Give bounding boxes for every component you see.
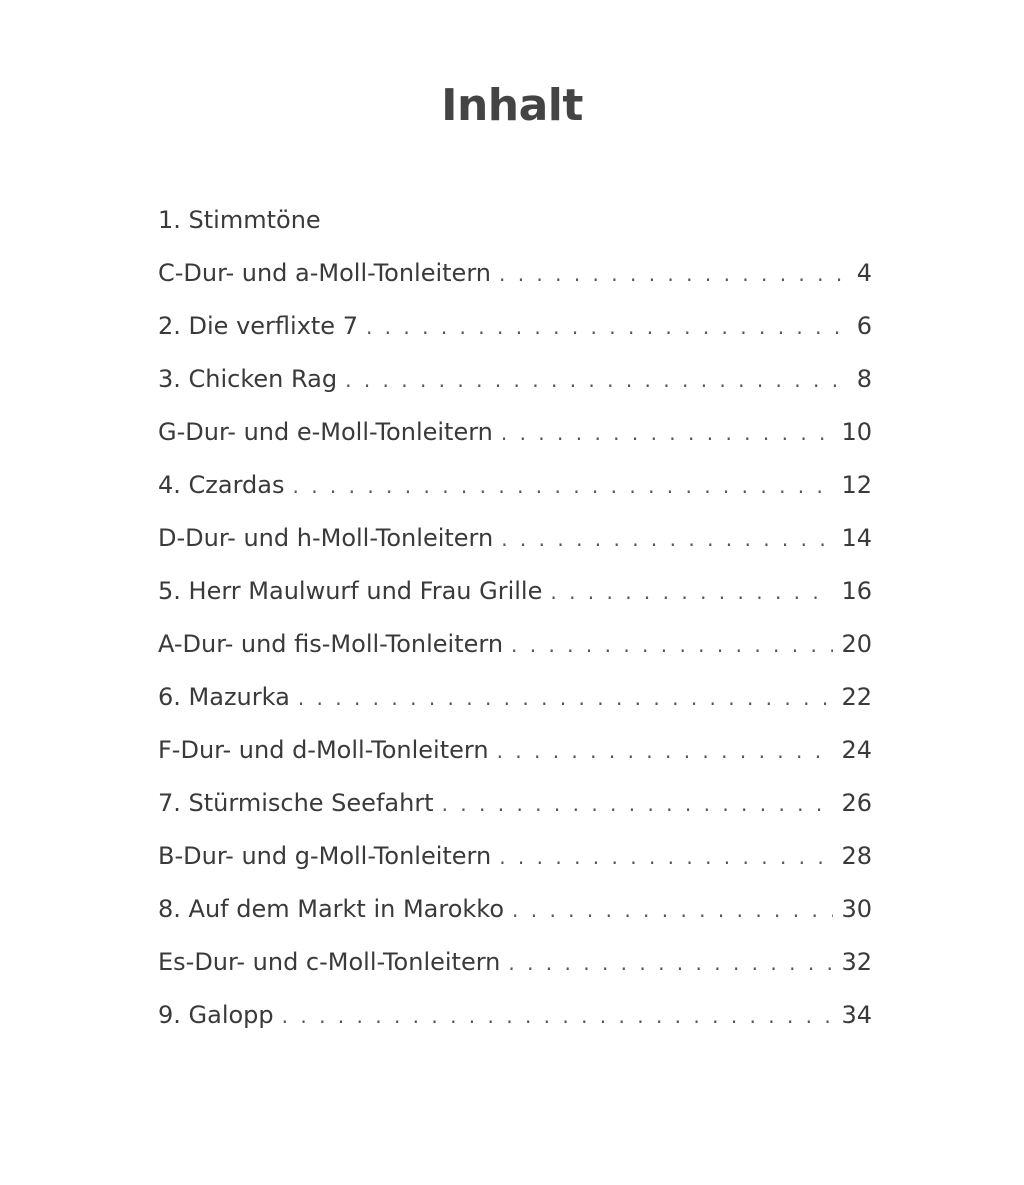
toc-entry-label: 1. Stimmtöne bbox=[158, 206, 321, 234]
page-title: Inhalt bbox=[441, 80, 583, 131]
toc-entry-page: 22 bbox=[841, 683, 872, 711]
toc-entry-label: 3. Chicken Rag bbox=[158, 365, 338, 393]
leader-dots bbox=[550, 566, 833, 619]
toc-entry[interactable] bbox=[158, 353, 872, 406]
toc-entry[interactable] bbox=[158, 777, 872, 830]
toc-entry-label: F-Dur- und d-Moll-Tonleitern bbox=[158, 736, 489, 764]
toc-entry-page: 32 bbox=[841, 948, 872, 976]
toc-entry-page: 12 bbox=[841, 471, 872, 499]
toc-entry-label: Es-Dur- und c-Moll-Tonleitern bbox=[158, 948, 501, 976]
toc-entry[interactable] bbox=[158, 565, 872, 618]
toc-entry[interactable] bbox=[158, 459, 872, 512]
leader-dots bbox=[499, 248, 842, 301]
toc-entry[interactable] bbox=[158, 300, 872, 353]
leader-dots bbox=[501, 407, 834, 460]
toc-entry[interactable] bbox=[158, 618, 872, 671]
leader-dots bbox=[292, 460, 833, 513]
leader-dots bbox=[282, 990, 834, 1043]
table-of-contents bbox=[158, 194, 872, 1042]
toc-entry-page: 4 bbox=[856, 259, 872, 287]
toc-entry-page: 24 bbox=[841, 736, 872, 764]
toc-entry[interactable] bbox=[158, 194, 872, 247]
toc-entry-page: 20 bbox=[841, 630, 872, 658]
toc-entry-label: 9. Galopp bbox=[158, 1001, 274, 1029]
toc-entry-page: 28 bbox=[841, 842, 872, 870]
toc-entry-label: D-Dur- und h-Moll-Tonleitern bbox=[158, 524, 494, 552]
toc-entry-page: 16 bbox=[841, 577, 872, 605]
toc-entry-page: 8 bbox=[856, 365, 872, 393]
toc-entry[interactable] bbox=[158, 989, 872, 1042]
toc-entry-label: 7. Stürmische Seefahrt bbox=[158, 789, 434, 817]
leader-dots bbox=[508, 937, 833, 990]
toc-entry-page: 30 bbox=[841, 895, 872, 923]
toc-entry[interactable] bbox=[158, 512, 872, 565]
leader-dots bbox=[499, 831, 833, 884]
toc-entry-label: 5. Herr Maulwurf und Frau Grille bbox=[158, 577, 543, 605]
leader-dots bbox=[345, 354, 842, 407]
leader-dots bbox=[501, 513, 833, 566]
toc-entry[interactable] bbox=[158, 247, 872, 300]
leader-dots bbox=[497, 725, 834, 778]
leader-dots bbox=[511, 619, 833, 672]
leader-dots bbox=[298, 672, 834, 725]
toc-entry-page: 34 bbox=[841, 1001, 872, 1029]
toc-entry-page: 14 bbox=[841, 524, 872, 552]
toc-entry-page: 10 bbox=[841, 418, 872, 446]
toc-entry-label: 8. Auf dem Markt in Marokko bbox=[158, 895, 505, 923]
toc-entry-page: 26 bbox=[841, 789, 872, 817]
leader-dots bbox=[366, 301, 842, 354]
toc-entry-label: C-Dur- und a-Moll-Tonleitern bbox=[158, 259, 491, 287]
toc-entry[interactable] bbox=[158, 936, 872, 989]
toc-entry-label: B-Dur- und g-Moll-Tonleitern bbox=[158, 842, 492, 870]
toc-entry-label: A-Dur- und fis-Moll-Tonleitern bbox=[158, 630, 504, 658]
toc-entry[interactable] bbox=[158, 883, 872, 936]
toc-entry[interactable] bbox=[158, 406, 872, 459]
toc-entry-label: G-Dur- und e-Moll-Tonleitern bbox=[158, 418, 493, 446]
toc-entry-label: 2. Die verflixte 7 bbox=[158, 312, 358, 340]
toc-entry[interactable] bbox=[158, 724, 872, 777]
leader-dots bbox=[512, 884, 833, 937]
toc-entry-page: 6 bbox=[856, 312, 872, 340]
leader-dots bbox=[442, 778, 834, 831]
toc-entry[interactable] bbox=[158, 671, 872, 724]
toc-entry-label: 6. Mazurka bbox=[158, 683, 290, 711]
toc-entry-label: 4. Czardas bbox=[158, 471, 285, 499]
toc-entry[interactable] bbox=[158, 830, 872, 883]
